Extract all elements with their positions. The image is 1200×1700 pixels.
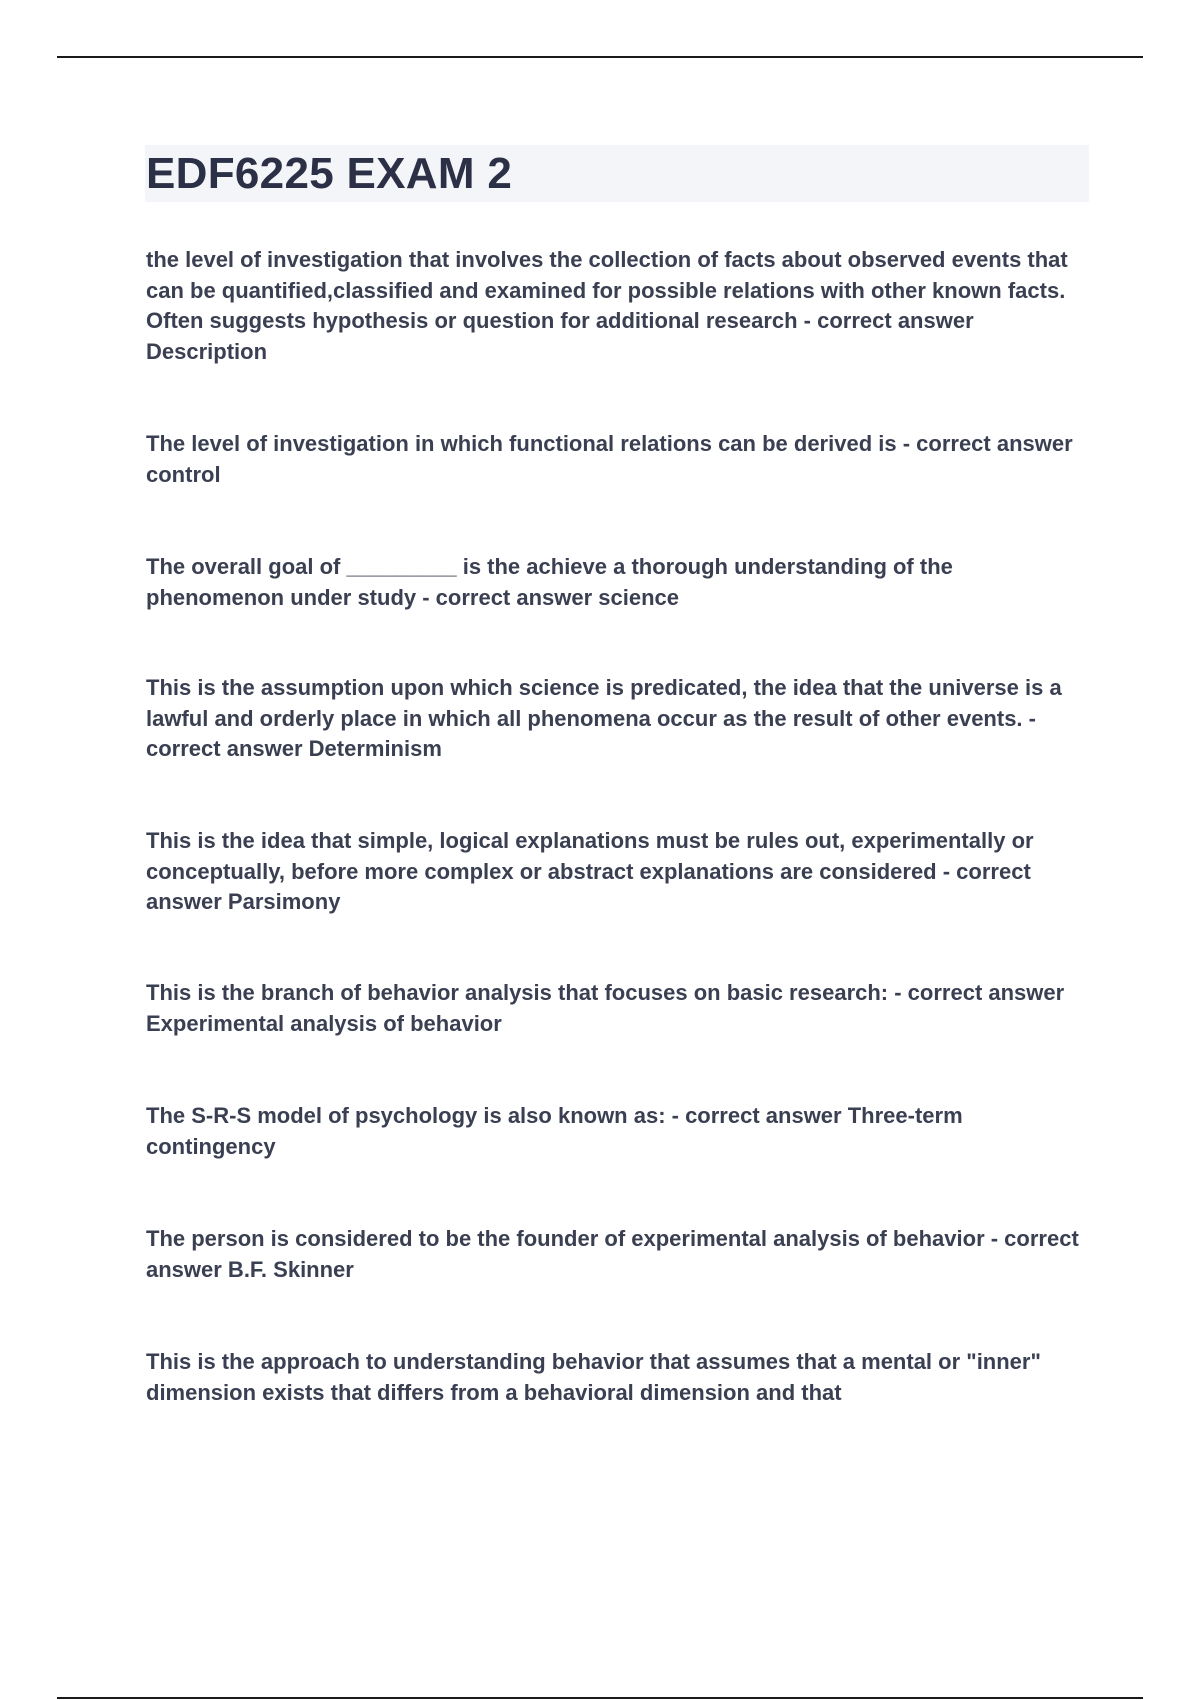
qa-item: This is the branch of behavior analysis that focuses on basic research: - correct answer Experimental analysis of behavior — [146, 980, 1065, 1036]
qa-item: The person is considered to be the founder of experimental analysis of behavior - correct answer B.F. Skinner — [146, 1226, 1079, 1282]
qa-item: This is the approach to understanding behavior that assumes that a mental or "inner" dimension exists that differs from a behavioral dimension and that — [146, 1349, 1041, 1405]
bottom-divider — [57, 1697, 1143, 1699]
qa-item: the level of investigation that involves the collection of facts about observed events that can be quantified,classified and examined for possible relations with other known facts. Often suggests hypothesis or question for additional research - correct answer Description — [146, 247, 1068, 364]
qa-item: The overall goal of _________ is the achieve a thorough understanding of the phenomenon under study - correct answer science — [146, 554, 953, 610]
page-title: EDF6225 EXAM 2 — [146, 149, 513, 198]
top-divider — [57, 56, 1143, 58]
qa-item: This is the idea that simple, logical explanations must be rules out, experimentally or conceptually, before more complex or abstract explanations are considered - correct answer Parsimony — [146, 828, 1034, 914]
qa-item: The S-R-S model of psychology is also known as: - correct answer Three-term contingency — [146, 1103, 963, 1159]
qa-item: The level of investigation in which functional relations can be derived is - correct answer control — [146, 431, 1073, 487]
qa-item: This is the assumption upon which science is predicated, the idea that the universe is a lawful and orderly place in which all phenomena occur as the result of other events. - correct answer Determinism — [146, 675, 1062, 761]
